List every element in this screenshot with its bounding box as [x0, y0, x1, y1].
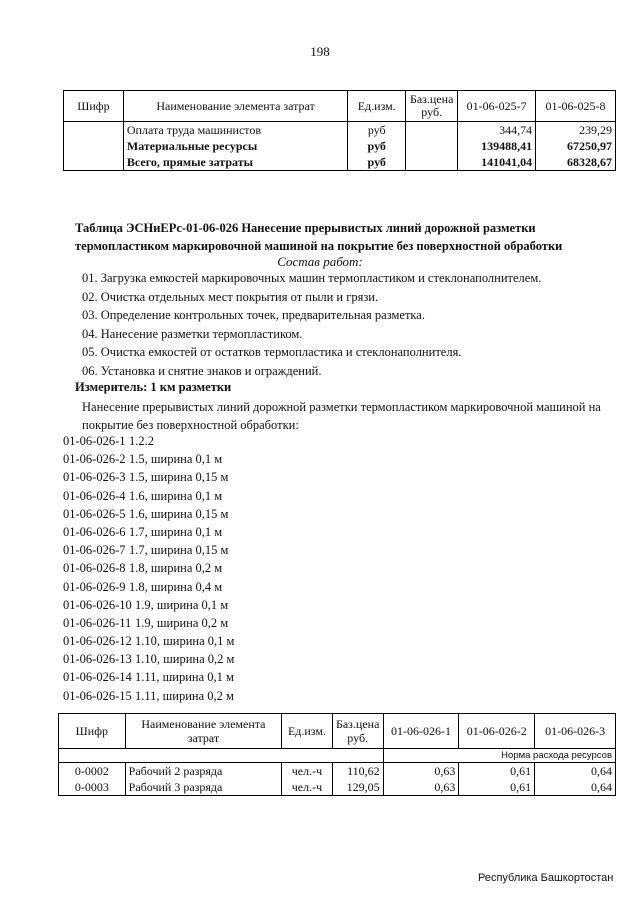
footer-region: Республика Башкортостан: [478, 872, 614, 884]
code-list-item: [63, 487, 234, 505]
code-list-item: [63, 505, 234, 523]
code-id: 01-06-026-7: [63, 543, 126, 558]
cell-name: Материальные ресурсы: [123, 138, 347, 154]
code-list-item: [63, 559, 234, 577]
page-number: 198: [310, 44, 330, 59]
code-list-item: [63, 668, 234, 686]
cell-price: [406, 154, 458, 171]
header-col-2: 01-06-026-2: [459, 714, 535, 749]
list-item: 05. Очистка емкостей от остатков термопластика и стеклонаполнителя.: [82, 345, 462, 359]
code-list-item: [63, 450, 234, 468]
cell-price: [406, 122, 458, 139]
header-code: Шифр: [59, 714, 126, 749]
cell-value-1: 0,63: [383, 763, 459, 780]
cell-price: [406, 138, 458, 154]
cost-table-025: [63, 90, 616, 171]
code-text: 1.6, ширина 0,15 м: [129, 506, 229, 521]
cell-value-1: 0,63: [383, 779, 459, 796]
list-item: 03. Определение контрольных точек, предварительная разметка.: [82, 308, 425, 322]
code-text: 1.6, ширина 0,1 м: [129, 488, 223, 503]
code-list-item: [63, 650, 234, 668]
cell-value-2: 0,61: [459, 763, 535, 780]
header-name: Наименование элемента затрат: [123, 91, 347, 122]
cell-unit: чел.-ч: [282, 763, 333, 780]
cell-code: 0-0003: [59, 779, 126, 796]
cell-price: 110,62: [332, 763, 383, 780]
code-text: 1.10, ширина 0,2 м: [135, 652, 235, 667]
cell-value-1: 344,74: [458, 122, 536, 139]
code-id: 01-06-026-3: [63, 470, 126, 485]
cell-unit: чел.-ч: [282, 779, 333, 796]
table-header-row: [64, 91, 616, 122]
header-col-2: 01-06-025-8: [536, 91, 616, 122]
cell-code: [64, 154, 124, 171]
codes-description: Нанесение прерывистых линий дорожной разметки термопластиком маркировочной машиной на покрытие без поверхностной обработки:: [82, 400, 601, 432]
cell-code: [64, 122, 124, 139]
cell-price: 129,05: [332, 779, 383, 796]
code-text: 1.2.2: [129, 434, 154, 448]
table-row: [59, 779, 616, 796]
norm-label: Норма расхода ресурсов: [383, 749, 615, 763]
code-list-item: [63, 432, 234, 450]
code-list-item: [63, 541, 234, 559]
code-text: 1.8, ширина 0,2 м: [129, 561, 223, 576]
code-text: 1.11, ширина 0,2 м: [135, 688, 234, 703]
code-text: 1.5, ширина 0,1 м: [129, 452, 223, 467]
cell-name: Рабочий 2 разряда: [125, 763, 282, 780]
code-text: 1.10, ширина 0,1 м: [135, 634, 235, 649]
code-text: 1.11, ширина 0,1 м: [135, 670, 234, 685]
cell-value-2: 239,29: [536, 122, 616, 139]
header-code: Шифр: [64, 91, 124, 122]
table-row: [64, 122, 616, 139]
table-row: [64, 138, 616, 154]
header-name: Наименование элемента затрат: [125, 714, 282, 749]
measure-unit: Измеритель: 1 км разметки: [75, 380, 232, 394]
code-id: 01-06-026-13: [63, 652, 132, 667]
code-id: 01-06-026-6: [63, 524, 126, 539]
code-id: 01-06-026-9: [63, 579, 126, 594]
code-list-item: [63, 596, 234, 614]
code-text: 1.9, ширина 0,1 м: [135, 597, 229, 612]
norm-row: [59, 749, 616, 763]
header-unit: Ед.изм.: [282, 714, 333, 749]
code-id: 01-06-026-10: [63, 597, 132, 612]
code-text: 1.7, ширина 0,1 м: [129, 524, 223, 539]
code-text: 1.8, ширина 0,4 м: [129, 579, 223, 594]
table-row: [59, 763, 616, 780]
cell-value-3: 0,64: [535, 779, 616, 796]
list-item: 01. Загрузка емкостей маркировочных машин термопластиком и стеклонаполнителем.: [82, 271, 542, 285]
cell-unit: руб: [348, 138, 406, 154]
code-id: 01-06-026-2: [63, 452, 126, 467]
norm-spacer: [59, 749, 384, 763]
list-item: 02. Очистка отдельных мест покрытия от пыли и грязи.: [82, 289, 379, 304]
cell-value-2: 0,61: [459, 779, 535, 796]
cell-value-1: 139488,41: [458, 138, 536, 154]
cell-code: 0-0002: [59, 763, 126, 780]
code-list-item: [63, 614, 234, 632]
code-id: 01-06-026-11: [63, 615, 132, 630]
code-text: 1.7, ширина 0,15 м: [129, 543, 229, 558]
header-price: Баз.цена руб.: [332, 714, 383, 749]
header-unit: Ед.изм.: [348, 91, 406, 122]
cell-value-3: 0,64: [535, 763, 616, 780]
code-id: 01-06-026-1: [63, 434, 126, 448]
code-text: 1.5, ширина 0,15 м: [129, 470, 229, 485]
work-steps-list: [82, 269, 541, 380]
cell-unit: руб: [348, 122, 406, 139]
code-id: 01-06-026-12: [63, 634, 132, 649]
cell-name: Всего, прямые затраты: [123, 154, 347, 171]
code-list-item: [63, 632, 234, 650]
code-list-item: [63, 687, 234, 705]
code-text: 1.9, ширина 0,2 м: [135, 615, 229, 630]
code-id: 01-06-026-15: [63, 688, 132, 703]
table-title: Таблица ЭСНиЕРс-01-06-026 Нанесение прерывистых линий дорожной разметки термопластиком маркировочной машиной на покрытие без поверхностной обработки: [75, 221, 563, 253]
table-header-row: [59, 714, 616, 749]
code-id: 01-06-026-4: [63, 488, 126, 503]
code-list-item: [63, 523, 234, 541]
cell-value-2: 68328,67: [536, 154, 616, 171]
header-price: Баз.цена руб.: [406, 91, 458, 122]
header-col-1: 01-06-025-7: [458, 91, 536, 122]
cell-name: Оплата труда машинистов: [123, 122, 347, 139]
code-list-item: [63, 578, 234, 596]
list-item: 06. Установка и снятие знаков и ограждений.: [82, 363, 322, 378]
code-id: 01-06-026-14: [63, 670, 132, 685]
list-item: 04. Нанесение разметки термопластиком.: [82, 326, 303, 341]
resource-table-026: [58, 713, 616, 796]
cell-unit: руб: [348, 154, 406, 171]
work-composition-title: Состав работ:: [277, 254, 363, 269]
code-id: 01-06-026-5: [63, 506, 126, 521]
cell-code: [64, 138, 124, 154]
code-list: [63, 432, 234, 705]
code-id: 01-06-026-8: [63, 561, 126, 576]
code-list-item: [63, 468, 234, 486]
header-col-3: 01-06-026-3: [535, 714, 616, 749]
cell-value-2: 67250,97: [536, 138, 616, 154]
cell-value-1: 141041,04: [458, 154, 536, 171]
header-col-1: 01-06-026-1: [383, 714, 459, 749]
cell-name: Рабочий 3 разряда: [125, 779, 282, 796]
table-row: [64, 154, 616, 171]
